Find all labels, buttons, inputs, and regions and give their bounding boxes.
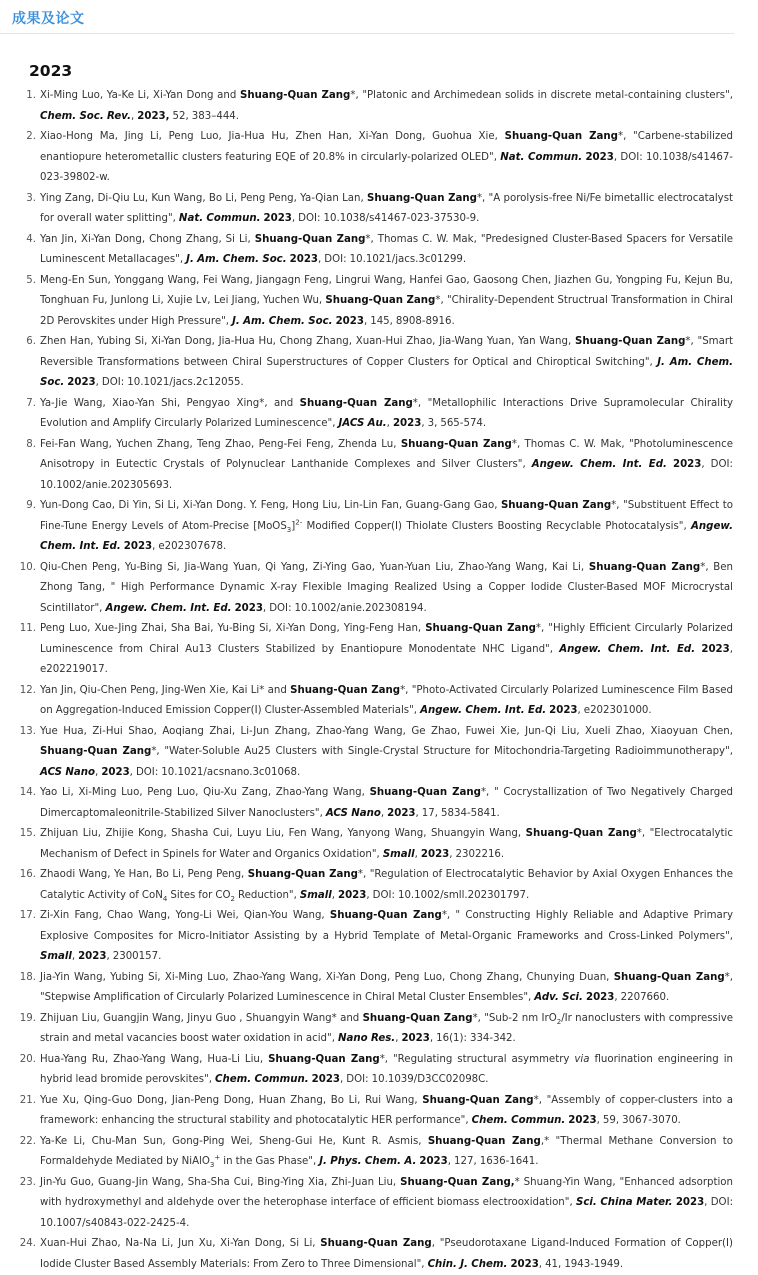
emphasis-text: Shuang-Quan Zang: [325, 295, 436, 306]
publication-number: 10.: [19, 561, 36, 573]
publication-number: 18.: [19, 971, 36, 983]
publication-citation: Hua-Yang Ru, Zhao-Yang Wang, Hua-Li Liu, Shuang-Quan Zang*, "Regulating structural asymmetry via fluorination engineering in hybrid lead bromide perovskites", Chem. Commun. 2023, DOI: 10.1039/D3CC02098C.: [40, 1053, 733, 1085]
emphasis-text: 2023: [123, 541, 153, 552]
publication-number: 11.: [19, 623, 36, 634]
publication-number: 20.: [19, 1053, 36, 1065]
publication-number: 1.: [26, 90, 36, 101]
emphasis-text: 2023: [387, 807, 416, 819]
journal-name: ACS Nano: [325, 807, 381, 819]
emphasis-text: Shuang-Quan Zang,: [400, 1176, 515, 1188]
emphasis-text: 2023: [568, 1115, 597, 1126]
publication-citation: Yan Jin, Xi-Yan Dong, Chong Zhang, Si Li, Shuang-Quan Zang*, Thomas C. W. Mak, "Predesigned Cluster-Based Spacers for Versatile Luminescent Metallacages", J. Am. Chem. Soc. 2023, DOI: 10.1021/jacs.3c01299.: [40, 233, 734, 265]
publication-number: 8.: [26, 438, 36, 450]
journal-name: Angew. Chem. Int. Ed.: [105, 602, 232, 614]
publication-list: [0, 86, 758, 1275]
journal-name: Nano Res.: [338, 1033, 396, 1044]
publication-item: [0, 824, 758, 865]
publication-item: [0, 783, 758, 824]
publication-citation: Yun-Dong Cao, Di Yin, Si Li, Xi-Yan Dong. Y. Feng, Hong Liu, Lin-Lin Fan, Guang-Gang Gao, Shuang-Quan Zang*, "Substituent Effect to Fine-Tune Energy Levels of Atom-Precise [MoOS$_3$]$^{2-}$ Modified Copper(I) Thiolate Clusters Boosting Recyclable Photocatalysis", Angew. Chem. Int. Ed. 2023, e202307678.: [40, 500, 734, 552]
emphasis-text: 2023,: [137, 110, 170, 122]
emphasis-text: 2023: [585, 992, 615, 1003]
journal-name: Sci. China Mater.: [575, 1197, 673, 1208]
publication-citation: Jia-Yin Wang, Yubing Si, Xi-Ming Luo, Zhao-Yang Wang, Xi-Yan Dong, Peng Luo, Chong Zhang, Chunying Duan, Shuang-Quan Zang*, "Stepwise Amplification of Circularly Polarized Luminescence in Chiral Metal Cluster Ensembles", Adv. Sci. 2023, 2207660.: [40, 971, 733, 1003]
publication-citation: Fei-Fan Wang, Yuchen Zhang, Teng Zhao, Peng-Fei Feng, Zhenda Lu, Shuang-Quan Zang*, Thomas C. W. Mak, "Photoluminescence Anisotropy in Eutectic Crystals of Polynuclear Lanthanide Complexes and Silver Clusters", Angew. Chem. Int. Ed. 2023, DOI: 10.1002/anie.202305693.: [40, 438, 733, 491]
journal-name: Angew. Chem. Int. Ed.: [531, 459, 667, 470]
page-header: [0, 0, 734, 34]
emphasis-text: Shuang-Quan Zang: [525, 828, 637, 839]
emphasis-text: Shuang-Quan Zang: [268, 1053, 380, 1065]
publication-item: [0, 865, 758, 906]
publication-number: 3.: [26, 192, 36, 204]
publication-number: 22.: [19, 1135, 36, 1147]
emphasis-text: Shuang-Quan Zang: [500, 500, 612, 511]
journal-name: Small: [40, 951, 72, 962]
journal-name: ACS Nano: [40, 766, 96, 778]
emphasis-text: Shuang-Quan Zang: [329, 910, 442, 921]
publication-number: 9.: [26, 500, 36, 511]
emphasis-text: 2023: [78, 951, 107, 962]
publication-citation: Ya-Ke Li, Chu-Man Sun, Gong-Ping Wei, Sheng-Gui He, Kunt R. Asmis, Shuang-Quan Zang,* "Thermal Methane Conversion to Formaldehyde Mediated by NiAlO$_3$+ in the Gas Phase", J. Phys. Chem. A. 2023, 127, 1636-1641.: [40, 1135, 734, 1170]
emphasis-text: Shuang-Quan Zang: [247, 869, 358, 880]
emphasis-text: Shuang-Quan Zang: [425, 623, 536, 634]
formula-script: 3: [286, 525, 292, 534]
emphasis-text: Shuang-Quan Zang: [240, 90, 351, 101]
publication-citation: Xuan-Hui Zhao, Na-Na Li, Jun Xu, Xi-Yan Dong, Si Li, Shuang-Quan Zang, "Pseudorotaxane Ligand-Induced Formation of Copper(I) Iodide Cluster Based Assembly Materials: From Zero to Three Dimensional", Chin. J. Chem. 2023, 41, 1943-1949.: [40, 1238, 733, 1270]
journal-name: J. Am. Chem. Soc.: [186, 254, 287, 265]
publication-item: [0, 906, 758, 968]
journal-name: JACS Au.: [338, 418, 387, 429]
emphasis-text: Shuang-Quan Zang: [290, 684, 401, 696]
emphasis-text: Shuang-Quan Zang: [367, 192, 477, 204]
emphasis-text: 2023: [101, 766, 130, 778]
emphasis-text: Shuang-Quan Zang: [613, 971, 725, 983]
journal-name: Nat. Commun.: [178, 213, 261, 224]
publication-item: [0, 1132, 758, 1173]
publication-citation: Zhijuan Liu, Guangjin Wang, Jinyu Guo , Shuangyin Wang* and Shuang-Quan Zang*, "Sub-2 nm IrO$_2$/Ir nanoclusters with compressive strain and metal vacancies boost water oxidation in acid", Nano Res., 2023, 16(1): 334-342.: [40, 1012, 733, 1044]
emphasis-text: Shuang-Quan Zang: [588, 561, 701, 573]
publication-number: 4.: [26, 233, 36, 245]
publication-number: 19.: [19, 1012, 36, 1024]
publication-item: [0, 558, 758, 620]
emphasis-text: 2023: [585, 151, 614, 163]
publication-item: [0, 1050, 758, 1091]
publication-citation: Peng Luo, Xue-Jing Zhai, Sha Bai, Yu-Bing Si, Xi-Yan Dong, Ying-Feng Han, Shuang-Quan Zang*, "Highly Efficient Circularly Polarized Luminescence from Chiral Au13 Clusters Stabilized by Enantiopure Monodentate NHC Ligand", Angew. Chem. Int. Ed. 2023, e202219017.: [40, 623, 734, 675]
publication-citation: Yan Jin, Qiu-Chen Peng, Jing-Wen Xie, Kai Li* and Shuang-Quan Zang*, "Photo-Activated Circularly Polarized Luminescence Film Based on Aggregation-Induced Emission Copper(I) Cluster-Assembled Materials", Angew. Chem. Int. Ed. 2023, e202301000.: [40, 684, 733, 716]
emphasis-text: Shuang-Quan Zang: [299, 397, 413, 409]
journal-name: Small: [382, 848, 415, 860]
formula-script: 2: [230, 894, 235, 903]
publication-item: [0, 681, 758, 722]
journal-name: Nat. Commun.: [500, 151, 583, 163]
publication-number: 24.: [19, 1238, 36, 1249]
formula-script: 2: [556, 1017, 562, 1026]
journal-name: Angew. Chem. Int. Ed.: [559, 643, 696, 655]
journal-name: Angew. Chem. Int. Ed.: [40, 520, 733, 552]
emphasis-text: 2023: [673, 459, 702, 470]
emphasis-text: 2023: [510, 1258, 539, 1270]
publication-citation: Yao Li, Xi-Ming Luo, Peng Luo, Qiu-Xu Zang, Zhao-Yang Wang, Shuang-Quan Zang*, " Cocrystallization of Two Negatively Charged Dimercaptomaleonitrile-Stabilized Silver Nanoclusters", ACS Nano, 2023, 17, 5834-5841.: [40, 787, 733, 819]
publication-item: [0, 1234, 758, 1275]
publication-citation: Qiu-Chen Peng, Yu-Bing Si, Jia-Wang Yuan, Qi Yang, Zi-Ying Gao, Yuan-Yuan Liu, Zhao-Yang Wang, Kai Li, Shuang-Quan Zang*, Ben Zhong Tang, " High Performance Dynamic X-ray Flexible Imaging Realized Using a Copper Iodide Cluster-Based MOF Microcrystal Scintillator", Angew. Chem. Int. Ed. 2023, DOI: 10.1002/anie.202308194.: [40, 561, 734, 614]
emphasis-text: 2023: [234, 602, 263, 614]
publication-item: [0, 189, 758, 230]
journal-name: Angew. Chem. Int. Ed.: [420, 705, 547, 716]
section-title: 成果及论文: [12, 11, 85, 27]
publication-item: [0, 127, 758, 189]
emphasis-text: 2023: [401, 1033, 430, 1044]
publication-citation: Zhaodi Wang, Ye Han, Bo Li, Peng Peng, Shuang-Quan Zang*, "Regulation of Electrocatalytic Behavior by Axial Oxygen Enhances the Catalytic Activity of CoN$_4$ Sites for $CO_2$ Reduction", Small, 2023, DOI: 10.1002/smll.202301797.: [40, 869, 734, 903]
publication-item: [0, 271, 758, 333]
publication-number: 7.: [26, 397, 36, 409]
emphasis-text: Shuang-Quan Zang: [40, 746, 152, 757]
emphasis-text: Shuang-Quan Zang: [369, 787, 481, 798]
publication-number: 15.: [19, 828, 36, 839]
publication-citation: Yue Xu, Qing-Guo Dong, Jian-Peng Dong, Huan Zhang, Bo Li, Rui Wang, Shuang-Quan Zang*, "Assembly of copper-clusters into a framework: enhancing the structural stability and photocatalytic HER performance", Chem. Commun. 2023, 59, 3067-3070.: [40, 1094, 733, 1126]
publication-citation: Yue Hua, Zi-Hui Shao, Aoqiang Zhai, Li-Jun Zhang, Zhao-Yang Wang, Ge Zhao, Fuwei Xie, Jun-Qi Liu, Xueli Zhao, Xiaoyuan Chen, Shuang-Quan Zang*, "Water-Soluble Au25 Clusters with Single-Crystal Structure for Mitochondria-Targeting Radioimmunotherapy", ACS Nano, 2023, DOI: 10.1021/acsnano.3c01068.: [40, 725, 733, 778]
publication-number: 17.: [19, 910, 36, 921]
emphasis-text: 2023: [335, 315, 364, 327]
emphasis-text: 2023: [337, 889, 367, 901]
publication-item: [0, 394, 758, 435]
publication-item: [0, 230, 758, 271]
publication-citation: Ying Zang, Di-Qiu Lu, Kun Wang, Bo Li, Peng Peng, Ya-Qian Lan, Shuang-Quan Zang*, "A porolysis-free Ni/Fe bimetallic electrocatalyst for overall water splitting", Nat. Commun. 2023, DOI: 10.1038/s41467-023-37530-9.: [40, 192, 733, 224]
emphasis-text: Shuang-Quan Zang: [504, 131, 618, 142]
publication-number: 5.: [26, 274, 36, 286]
journal-name: J. Am. Chem. Soc.: [232, 315, 333, 327]
emphasis-text: Shuang-Quan Zang: [427, 1135, 541, 1147]
journal-name: Adv. Sci.: [534, 992, 583, 1003]
publication-citation: Jin-Yu Guo, Guang-Jin Wang, Sha-Sha Cui, Bing-Ying Xia, Zhi-Juan Liu, Shuang-Quan Zang,* Shuang-Yin Wang, "Enhanced adsorption with hydroxymethyl and aldehyde over the heterophase interface of efficient biomass electrooxidation", Sci. China Mater. 2023, DOI: 10.1007/s40843-022-2425-4.: [40, 1176, 734, 1229]
journal-name: Small: [299, 889, 332, 901]
emphasis-text: Shuang-Quan Zang: [254, 233, 366, 245]
publication-item: [0, 435, 758, 497]
emphasis-text: 2023: [701, 643, 730, 655]
publication-item: [0, 1009, 758, 1050]
publication-item: [0, 1173, 758, 1235]
formula-script: +: [214, 1153, 221, 1162]
publication-item: [0, 968, 758, 1009]
publication-item: [0, 1091, 758, 1132]
emphasis-text: 2023: [419, 1156, 448, 1167]
emphasis-text: 2023: [67, 377, 96, 388]
journal-name: J. Phys. Chem. A.: [319, 1156, 417, 1167]
journal-name: Chem. Commun.: [215, 1074, 309, 1085]
publication-citation: Zhen Han, Yubing Si, Xi-Yan Dong, Jia-Hua Hu, Chong Zhang, Xuan-Hui Zhao, Jia-Wang Yuan, Yan Wang, Shuang-Quan Zang*, "Smart Reversible Transformations between Chiral Superstructures of Copper Clusters for Optical and Chiroptical Switching", J. Am. Chem. Soc. 2023, DOI: 10.1021/jacs.2c12055.: [40, 336, 734, 388]
journal-name: J. Am. Chem. Soc.: [40, 356, 733, 388]
publication-citation: Zhijuan Liu, Zhijie Kong, Shasha Cui, Luyu Liu, Fen Wang, Yanyong Wang, Shuangyin Wang, Shuang-Quan Zang*, "Electrocatalytic Mechanism of Defect in Spinels for Water and Organics Oxidation", Small, 2023, 2302216.: [40, 828, 733, 860]
emphasis-text: Shuang-Quan Zang: [400, 438, 512, 450]
publication-number: 21.: [19, 1094, 36, 1106]
emphasis-text: 2023: [263, 213, 292, 224]
emphasis-text: Shuang-Quan Zang: [422, 1094, 534, 1106]
emphasis-text: Shuang-Quan Zang: [574, 336, 686, 347]
publication-item: [0, 722, 758, 784]
publication-citation: Zi-Xin Fang, Chao Wang, Yong-Li Wei, Qian-You Wang, Shuang-Quan Zang*, " Constructing Highly Reliable and Adaptive Primary Explosive Composites for Micro-Initiator Assisting by a Hybrid Template of Metal-Organic Frameworks and Cross-Linked Polymers", Small, 2023, 2300157.: [40, 910, 733, 962]
publication-citation: Xi-Ming Luo, Ya-Ke Li, Xi-Yan Dong and Shuang-Quan Zang*, "Platonic and Archimedean solids in discrete metal-containing clusters", Chem. Soc. Rev., 2023, 52, 383–444.: [40, 90, 733, 122]
journal-name: Chem. Commun.: [471, 1115, 566, 1126]
publication-number: 6.: [26, 336, 36, 347]
formula-script: 4: [162, 894, 168, 903]
publication-citation: Meng-En Sun, Yonggang Wang, Fei Wang, Jiangagn Feng, Lingrui Wang, Hanfei Gao, Gaosong Chen, Jiazhen Gu, Yongping Fu, Kejun Bu, Tonghuan Fu, Junlong Li, Xujie Lv, Lei Jiang, Yuchen Wu, Shuang-Quan Zang*, "Chirality-Dependent Structrual Transformation in Chiral 2D Perovskites under High Pressure", J. Am. Chem. Soc. 2023, 145, 8908-8916.: [40, 274, 733, 327]
publication-number: 13.: [19, 725, 36, 737]
publication-number: 23.: [19, 1176, 36, 1188]
emphasis-text: 2023: [420, 848, 450, 860]
italic-text: via: [574, 1053, 590, 1065]
year-heading: 2023: [29, 62, 73, 80]
publication-item: [0, 496, 758, 558]
emphasis-text: 2023: [675, 1197, 705, 1208]
emphasis-text: 2023: [549, 705, 578, 716]
emphasis-text: Shuang-Quan Zang: [320, 1238, 432, 1249]
publication-item: [0, 86, 758, 127]
formula-script: 2-: [295, 518, 303, 527]
publication-number: 12.: [19, 684, 36, 696]
emphasis-text: 2023: [289, 254, 319, 265]
publication-citation: Ya-Jie Wang, Xiao-Yan Shi, Pengyao Xing*, and Shuang-Quan Zang*, "Metallophilic Interactions Drive Supramolecular Chirality Evolution and Amplify Circularly Polarized Luminescence", JACS Au., 2023, 3, 565-574.: [40, 397, 733, 429]
publication-number: 2.: [26, 131, 36, 142]
journal-name: Chin. J. Chem.: [427, 1258, 508, 1270]
formula-script: 3: [209, 1161, 215, 1170]
publication-item: [0, 332, 758, 394]
emphasis-text: Shuang-Quan Zang: [362, 1012, 473, 1024]
journal-name: Chem. Soc. Rev.: [40, 110, 131, 122]
publication-citation: Xiao-Hong Ma, Jing Li, Peng Luo, Jia-Hua Hu, Zhen Han, Xi-Yan Dong, Guohua Xie, Shuang-Quan Zang*, "Carbene-stabilized enantiopure heterometallic clusters featuring EQE of 20.8% in circularly-polarized OLED", Nat. Commun. 2023, DOI: 10.1038/s41467-023-39802-w.: [40, 131, 733, 183]
publication-item: [0, 619, 758, 681]
emphasis-text: 2023: [311, 1074, 341, 1085]
publication-number: 14.: [19, 787, 36, 798]
emphasis-text: 2023: [392, 418, 422, 429]
publication-number: 16.: [19, 869, 36, 880]
